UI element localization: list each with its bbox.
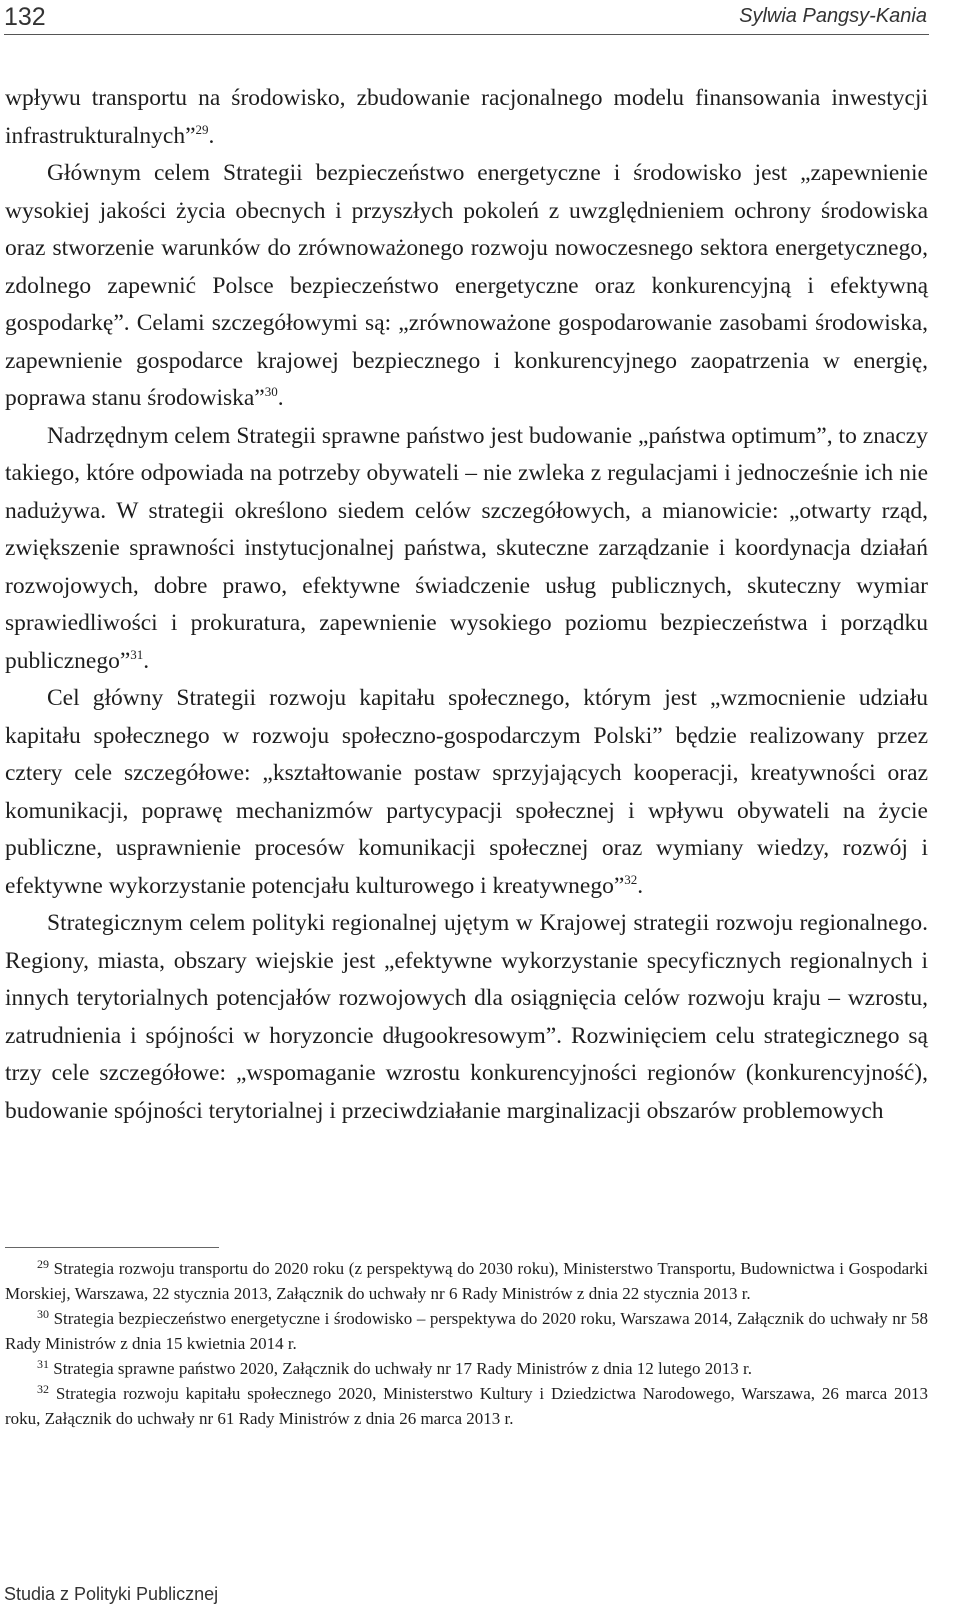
footnote-ref[interactable]: 32 — [624, 871, 638, 887]
paragraph: Głównym celem Strategii bezpieczeństwo energetyczne i środowisko jest „zapewnienie wysokiej jakości życia obecnych i przyszłych pokoleń z uwzględnieniem ochrony środowiska oraz stworzenie warunków do zrównoważonego rozwoju nowoczesnego sektora energetycznego, zdolnego zapewnić Polsce bezpieczeństwo energetyczne oraz konkurencyjną i efektywną gospodarkę”. Celami szczegółowymi są: „zrównoważone gospodarowanie zasobami środowiska, zapewnienie gospodarce krajowej bezpiecznego i konkurencyjnego zaopatrzenia w energię, poprawa stanu środowiska”$^{30}$. — [5, 160, 928, 411]
footnote-number: 29 — [37, 1257, 49, 1271]
paragraph: Strategicznym celem polityki regionalnej ujętym w Krajowej strategii rozwoju regionalnego. Regiony, miasta, obszary wiejskie jest „efektywne wykorzystanie specyficznych regionalnych i innych terytorialnych potencjałów rozwojowych dla osiągnięcia celów rozwoju kraju – wzrostu, zatrudnienia i spójności w horyzoncie długookresowym”. Rozwinięciem celu strategicznego są trzy cele szczegółowe: „wspomaganie wzrostu konkurencyjności regionów (konkurencyjność), budowanie spójności terytorialnej i przeciwdziałanie marginalizacji obszarów problemowych — [5, 910, 928, 1124]
page-number: 132 — [4, 3, 46, 31]
paragraph: wpływu transportu na środowisko, zbudowanie racjonalnego modelu finansowania inwestycji infrastrukturalnych”$^{29}$. — [5, 85, 928, 149]
paragraph: Cel główny Strategii rozwoju kapitału społecznego, którym jest „wzmocnienie udziału kapitału społecznego w rozwoju społeczno-gospodarczym Polski” będzie realizowany przez cztery cele szczegółowe: „kształtowanie postaw sprzyjających kooperacji, kreatywności oraz komunikacji, poprawę mechanizmów partycypacji społecznej i wpływu obywateli na życie publiczne, usprawnienie procesów komunikacji społecznej oraz wymiany wiedzy, rozwój i efektywne wykorzystanie potencjału kulturowego i kreatywnego”$^{32}$. — [5, 685, 928, 899]
footnotes — [5, 1247, 928, 1431]
paragraph: Nadrzędnym celem Strategii sprawne państwo jest budowanie „państwa optimum”, to znaczy takiego, które odpowiada na potrzeby obywateli – nie zwleka z regulacjami i jednocześnie ich nie nadużywa. W strategii określono siedem celów szczegółowych, a mianowicie: „otwarty rząd, zwiększenie sprawności instytucjonalnej państwa, skuteczne zarządzanie i koordynacja działań rozwojowych, dobre prawo, efektywne świadczenie usług publicznych, skuteczny wymiar sprawiedliwości i prokuratura, zapewnienie wysokiego poziomu bezpieczeństwa i porządku publicznego”$^{31}$. — [5, 422, 928, 674]
footnote-number: 31 — [37, 1357, 49, 1371]
footnote-number: 30 — [37, 1307, 49, 1321]
footnote: $^{32}$ Strategia rozwoju kapitału społecznego 2020, Ministerstwo Kultury i Dziedzictwa Narodowego, Warszawa, 26 marca 2013 roku, Załącznik do uchwały nr 61 Rady Ministrów z dnia 26 marca 2013 r. — [5, 1382, 929, 1428]
footnote: $^{29}$ Strategia rozwoju transportu do 2020 roku (z perspektywą do 2030 roku), Ministerstwo Transportu, Budownictwa i Gospodarki Morskiej, Warszawa, 22 stycznia 2013, Załącznik do uchwały nr 6 Rady Ministrów z dnia 22 stycznia 2013 r. — [5, 1257, 929, 1303]
footnote: $^{30}$ Strategia bezpieczeństwo energetyczne i środowisko – perspektywa do 2020 roku, Warszawa 2014, Załącznik do uchwały nr 58 Rady Ministrów z dnia 15 kwietnia 2014 r. — [5, 1307, 928, 1353]
footnote-ref[interactable]: 30 — [264, 384, 278, 399]
footnote-divider — [5, 1247, 219, 1248]
body-text — [5, 80, 928, 1130]
footnote-ref[interactable]: 31 — [130, 646, 144, 662]
running-head-author: Sylwia Pangsy-Kania — [739, 5, 927, 27]
page-footer-journal: Studia z Polityki Publicznej — [4, 1584, 219, 1604]
footnote: $^{31}$ Strategia sprawne państwo 2020, Załącznik do uchwały nr 17 Rady Ministrów z dnia 12 lutego 2013 r. — [37, 1357, 752, 1378]
footnote-number: 32 — [37, 1382, 49, 1396]
page-header — [4, 0, 929, 35]
footnote-ref[interactable]: 29 — [195, 121, 209, 137]
